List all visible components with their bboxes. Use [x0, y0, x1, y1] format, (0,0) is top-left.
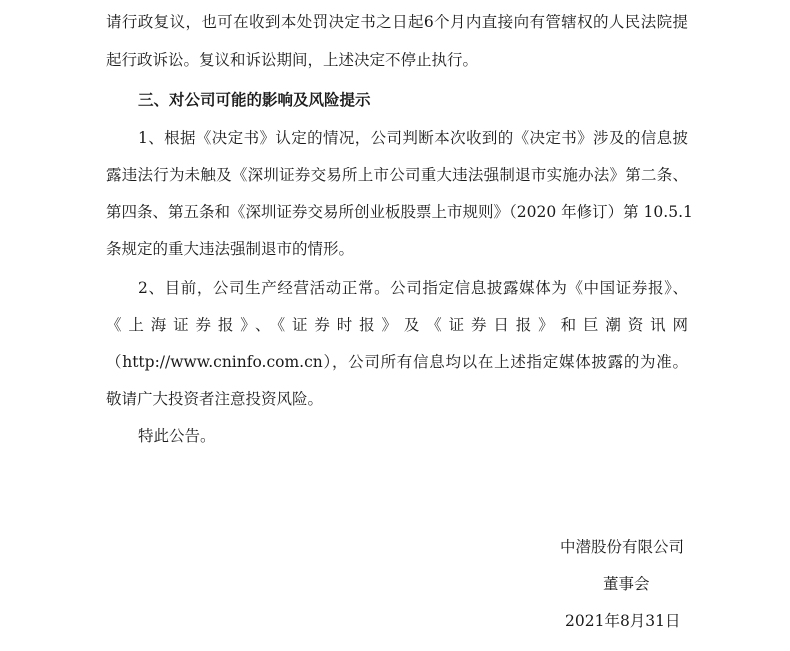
signature-board: 董事会 — [603, 575, 650, 593]
section-heading: 三、对公司可能的影响及风险提示 — [138, 91, 371, 109]
closing-text: 特此公告。 — [138, 427, 216, 445]
paragraph-text: 露违法行为未触及《深圳证券交易所上市公司重大违法强制退市实施办法》第二条、 — [106, 166, 688, 184]
paragraph-text: 第四条、第五条和《深圳证券交易所创业板股票上市规则》（2020 年修订）第 10.5.1 — [106, 203, 693, 221]
paragraph-text: 《上海证券报》、《证券时报》及《证券日报》和巨潮资讯网 — [106, 316, 688, 334]
signature-company: 中潜股份有限公司 — [560, 538, 685, 556]
paragraph-text: 起行政诉讼。复议和诉讼期间，上述决定不停止执行。 — [106, 51, 479, 69]
paragraph-text: 2、目前，公司生产经营活动正常。公司指定信息披露媒体为《中国证券报》、 — [138, 279, 688, 297]
signature-date: 2021年8月31日 — [565, 612, 681, 630]
paragraph-text: 条规定的重大违法强制退市的情形。 — [106, 240, 355, 258]
paragraph-text: 1、根据《决定书》认定的情况，公司判断本次收到的《决定书》涉及的信息披 — [138, 129, 688, 147]
paragraph-text: 敬请广大投资者注意投资风险。 — [106, 390, 324, 408]
paragraph-text: 请行政复议，也可在收到本处罚决定书之日起6个月内直接向有管辖权的人民法院提 — [106, 13, 688, 31]
paragraph-text: （http://www.cninfo.com.cn），公司所有信息均以在上述指定媒体披露的为准。 — [106, 353, 688, 371]
